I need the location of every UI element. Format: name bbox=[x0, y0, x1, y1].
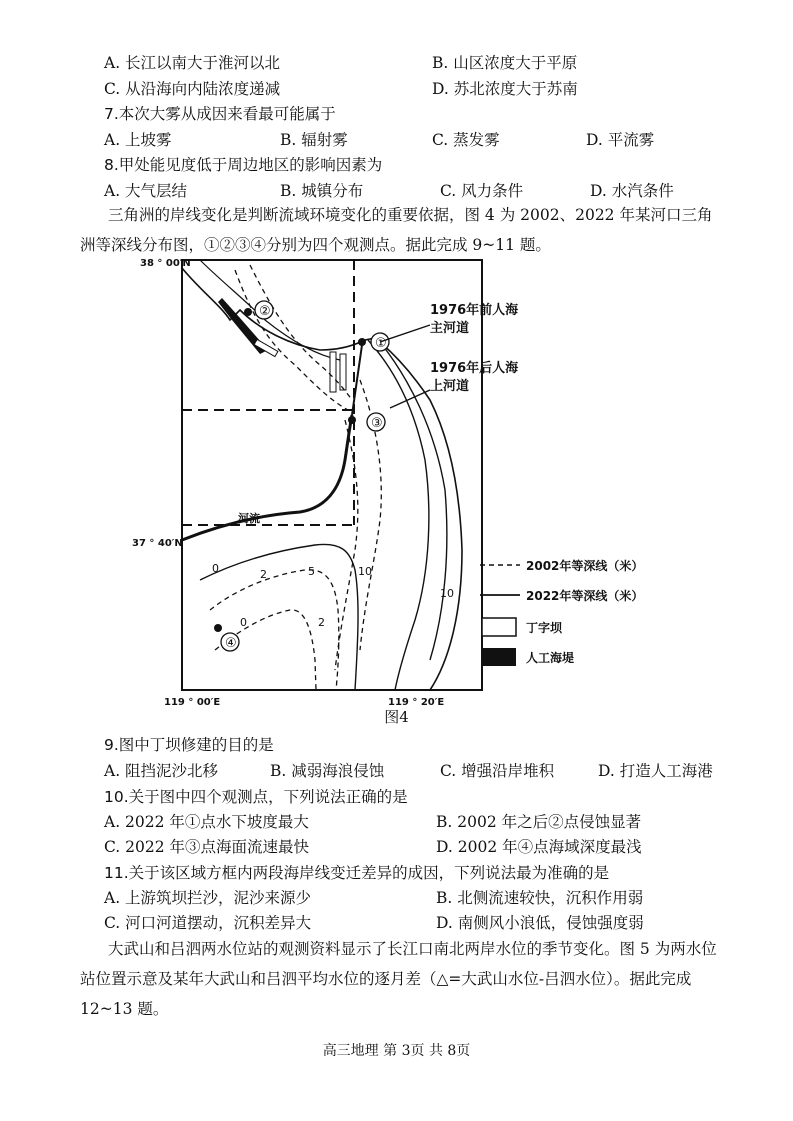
q11-option-b: B. 北侧流速较快，沉积作用弱 bbox=[436, 889, 644, 907]
point-3-label: ③ bbox=[371, 416, 383, 431]
q11-option-a: A. 上游筑坝拦沙，泥沙来源少 bbox=[104, 889, 312, 907]
map-legend bbox=[480, 558, 643, 666]
q9-option-a: A. 阻挡泥沙北移 bbox=[104, 762, 219, 780]
q10-option-c: C. 2022 年③点海面流速最快 bbox=[104, 838, 310, 856]
delta-isobath-map bbox=[132, 250, 730, 720]
legend-groin-swatch bbox=[482, 618, 516, 636]
q9-option-b: B. 减弱海浪侵蚀 bbox=[270, 762, 385, 780]
q8-option-d: D. 水汽条件 bbox=[590, 182, 674, 200]
point-4-dot bbox=[214, 624, 222, 632]
legend-dashed-label: 2002年等深线（米） bbox=[526, 559, 644, 573]
lon-right-label: 119 ° 20′E bbox=[388, 697, 445, 708]
contour-label-2: 2 bbox=[260, 568, 267, 581]
q11-option-d: D. 南侧风小浪低，侵蚀强度弱 bbox=[436, 914, 644, 932]
lat-top-label: 38 ° 00′N bbox=[140, 258, 191, 269]
q8-option-b: B. 城镇分布 bbox=[280, 182, 364, 200]
q10-stem: 10.关于图中四个观测点，下列说法正确的是 bbox=[104, 788, 408, 806]
q7-stem: 7.本次大雾从成因来看最可能属于 bbox=[104, 105, 336, 123]
q7-option-a: A. 上坡雾 bbox=[104, 131, 172, 149]
contour-2022-south-1 bbox=[200, 544, 358, 690]
contour-label-4: 10 bbox=[358, 565, 372, 578]
point-1-label: ① bbox=[375, 336, 387, 351]
q10-option-d: D. 2002 年④点海域深度最浅 bbox=[436, 838, 642, 856]
point-3-dot bbox=[348, 416, 356, 424]
point-1-dot bbox=[358, 338, 366, 346]
q8-stem: 8.甲处能见度低于周边地区的影响因素为 bbox=[104, 156, 383, 174]
intro-9-11: 三角洲的岸线变化是判断流域环境变化的重要依据，图 4 为 2002、2022 年某河口三角洲等深线分布图，①②③④分别为四个观测点。据此完成 9~11 题。 bbox=[80, 206, 713, 254]
q6-option-a: A. 长江以南大于淮河以北 bbox=[104, 54, 281, 72]
contour-2002-south-1 bbox=[210, 570, 339, 690]
contour-label-7: 10 bbox=[440, 587, 454, 600]
leader-before-1976 bbox=[380, 325, 430, 342]
q9-option-d: D. 打造人工海港 bbox=[598, 762, 713, 780]
contour-label-3: 5 bbox=[308, 565, 315, 578]
contour-2022-east-1 bbox=[368, 340, 429, 690]
leader-after-1976 bbox=[390, 390, 430, 408]
river bbox=[182, 415, 352, 540]
intro-12-13: 大武山和吕泗两水位站的观测资料显示了长江口南北两岸水位的季节变化。图 5 为两水位站位置示意及某年大武山和吕泗平均水位的逐月差（△=大武山水位-吕泗水位）。据此完成 12~13 题。 bbox=[80, 940, 717, 1018]
label-after-1976-2: 上河道 bbox=[430, 379, 470, 394]
legend-seawall-swatch bbox=[482, 648, 516, 666]
q10-option-b: B. 2002 年之后②点侵蚀显著 bbox=[436, 813, 642, 831]
legend-groin-label: 丁字坝 bbox=[526, 621, 563, 635]
q9-stem: 9.图中丁坝修建的目的是 bbox=[104, 736, 274, 754]
groin-3 bbox=[340, 354, 346, 390]
groin-2 bbox=[330, 352, 336, 392]
lon-left-label: 119 ° 00′E bbox=[164, 697, 221, 708]
q8-option-c: C. 风力条件 bbox=[440, 182, 524, 200]
q6-option-b: B. 山区浓度大于平原 bbox=[432, 54, 578, 72]
q8-option-a: A. 大气层结 bbox=[104, 182, 188, 200]
point-2-label: ② bbox=[259, 304, 271, 319]
contour-label-5: 0 bbox=[240, 616, 247, 629]
label-before-1976-1: 1976年前人海 bbox=[430, 303, 519, 318]
label-before-1976-2: 主河道 bbox=[430, 321, 470, 336]
legend-seawall-label: 人工海堤 bbox=[526, 651, 575, 665]
contour-label-1: 0 bbox=[212, 562, 219, 575]
contour-label-6: 2 bbox=[318, 616, 325, 629]
q7-option-b: B. 辐射雾 bbox=[280, 131, 348, 149]
q7-option-d: D. 平流雾 bbox=[586, 131, 655, 149]
q7-option-c: C. 蒸发雾 bbox=[432, 131, 500, 149]
q9-option-c: C. 增强沿岸堆积 bbox=[440, 762, 555, 780]
q6-option-d: D. 苏北浓度大于苏南 bbox=[432, 80, 578, 98]
figure-caption: 图4 bbox=[384, 708, 409, 726]
page-footer: 高三地理 第 3页 共 8页 bbox=[322, 1043, 471, 1059]
q11-option-c: C. 河口河道摆动，沉积差异大 bbox=[104, 914, 312, 932]
point-2-dot bbox=[244, 308, 252, 316]
legend-solid-label: 2022年等深线（米） bbox=[526, 589, 644, 603]
lat-mid-label: 37 ° 40′N bbox=[132, 538, 183, 549]
q10-option-a: A. 2022 年①点水下坡度最大 bbox=[104, 813, 309, 831]
contour-2002-north-2 bbox=[250, 265, 352, 400]
q11-stem: 11.关于该区域方框内两段海岸线变迁差异的成因，下列说法最为准确的是 bbox=[104, 864, 610, 882]
q6-option-c: C. 从沿海向内陆浓度递减 bbox=[104, 80, 281, 98]
label-after-1976-1: 1976年后人海 bbox=[430, 361, 519, 376]
point-4-label: ④ bbox=[225, 636, 237, 651]
river-label: 河流 bbox=[238, 512, 260, 525]
